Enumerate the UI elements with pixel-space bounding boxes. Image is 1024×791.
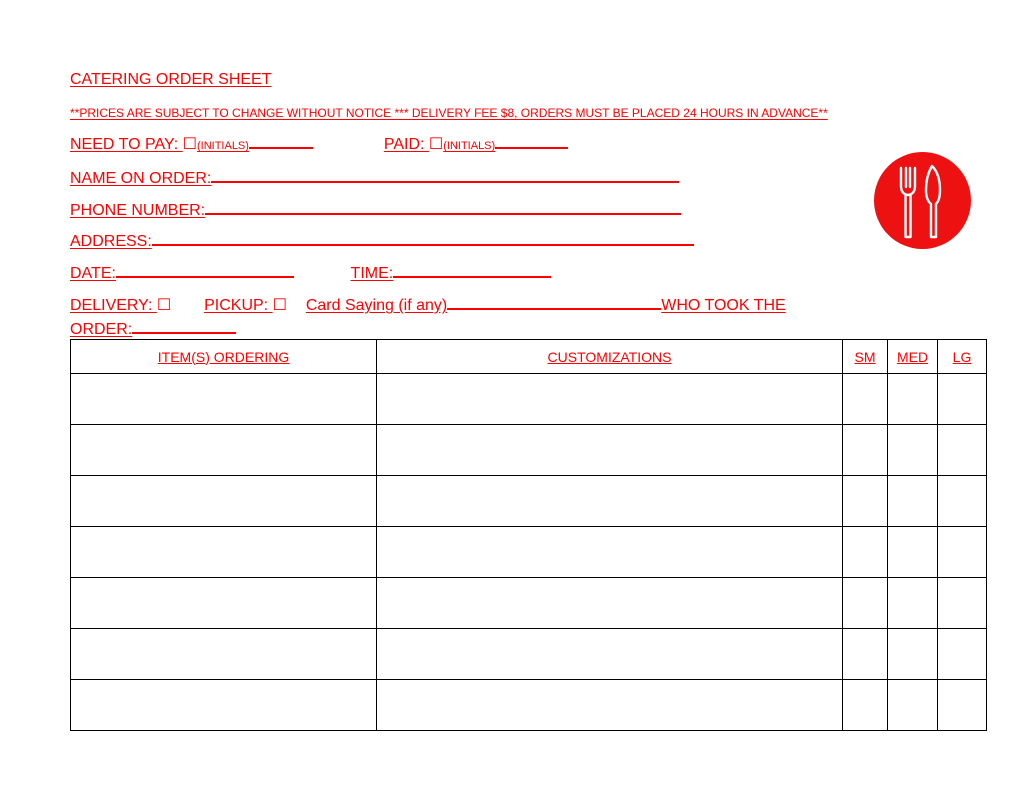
customization-cell[interactable] [377, 425, 843, 476]
need-to-pay-checkbox[interactable]: ☐ [182, 136, 197, 153]
name-field[interactable] [211, 167, 679, 183]
need-to-pay-label: NEED TO PAY: [70, 136, 183, 153]
sm-cell[interactable] [843, 629, 888, 680]
address-line [70, 230, 694, 251]
table-row [71, 374, 987, 425]
customization-cell[interactable] [377, 527, 843, 578]
sm-cell[interactable] [843, 578, 888, 629]
customization-cell[interactable] [377, 578, 843, 629]
header-lg: LG [938, 340, 987, 374]
date-field[interactable] [116, 262, 294, 278]
name-label: NAME ON ORDER: [70, 170, 212, 187]
fork-knife-icon [874, 152, 971, 249]
page-title: CATERING ORDER SHEET [70, 71, 272, 88]
item-cell[interactable] [71, 680, 377, 731]
sm-cell[interactable] [843, 476, 888, 527]
item-cell[interactable] [71, 527, 377, 578]
sm-cell[interactable] [843, 680, 888, 731]
table-row [71, 578, 987, 629]
customization-cell[interactable] [377, 476, 843, 527]
lg-cell[interactable] [938, 374, 987, 425]
paid-initials-field[interactable] [495, 133, 568, 149]
header-customizations: CUSTOMIZATIONS [377, 340, 843, 374]
date-label: DATE: [70, 265, 116, 282]
med-cell[interactable] [888, 476, 938, 527]
delivery-checkbox[interactable]: ☐ [156, 297, 172, 314]
med-cell[interactable] [888, 578, 938, 629]
pickup-checkbox[interactable]: ☐ [272, 297, 287, 314]
lg-cell[interactable] [938, 629, 987, 680]
lg-cell[interactable] [938, 680, 987, 731]
price-notice: **PRICES ARE SUBJECT TO CHANGE WITHOUT NOTICE *** DELIVERY FEE $8, ORDERS MUST BE PLACED 24 HOURS IN ADVANCE** [70, 106, 828, 120]
phone-line [70, 199, 681, 220]
item-cell[interactable] [71, 374, 377, 425]
table-row [71, 476, 987, 527]
item-cell[interactable] [71, 425, 377, 476]
item-cell[interactable] [71, 578, 377, 629]
who-took-label-cont: ORDER: [70, 321, 133, 338]
address-label: ADDRESS: [70, 233, 152, 250]
table-row [71, 527, 987, 578]
header-items: ITEM(S) ORDERING [71, 340, 377, 374]
order-table [70, 339, 987, 731]
customization-cell[interactable] [377, 680, 843, 731]
table-row [71, 680, 987, 731]
paid-initials-label: (INITIALS) [443, 140, 496, 152]
lg-cell[interactable] [938, 527, 987, 578]
payment-line [70, 133, 568, 154]
header-sm: SM [843, 340, 888, 374]
who-took-field[interactable] [132, 318, 236, 334]
table-row [71, 629, 987, 680]
delivery-label: DELIVERY: [70, 297, 157, 314]
card-saying-label: Card Saying (if any) [305, 297, 448, 314]
card-saying-field[interactable] [447, 294, 661, 310]
item-cell[interactable] [71, 476, 377, 527]
item-cell[interactable] [71, 629, 377, 680]
header-med: MED [888, 340, 938, 374]
customization-cell[interactable] [377, 629, 843, 680]
name-line [70, 167, 679, 188]
phone-field[interactable] [205, 199, 681, 215]
lg-cell[interactable] [938, 578, 987, 629]
lg-cell[interactable] [938, 425, 987, 476]
time-label: TIME: [350, 265, 394, 282]
med-cell[interactable] [888, 527, 938, 578]
sm-cell[interactable] [843, 527, 888, 578]
table-header-row [71, 340, 987, 374]
customization-cell[interactable] [377, 374, 843, 425]
date-time-line [70, 262, 551, 283]
pickup-label: PICKUP: [204, 297, 273, 314]
need-to-pay-initials-label: (INITIALS) [196, 140, 249, 152]
who-took-label: WHO TOOK THE [661, 297, 786, 314]
delivery-line [70, 294, 786, 315]
med-cell[interactable] [888, 680, 938, 731]
med-cell[interactable] [888, 374, 938, 425]
table-row [71, 425, 987, 476]
address-field[interactable] [152, 230, 694, 246]
phone-label: PHONE NUMBER: [70, 202, 206, 219]
med-cell[interactable] [888, 425, 938, 476]
paid-label: PAID: [383, 136, 429, 153]
time-field[interactable] [393, 262, 551, 278]
sm-cell[interactable] [843, 374, 888, 425]
restaurant-logo [874, 152, 971, 249]
need-to-pay-initials-field[interactable] [249, 133, 313, 149]
lg-cell[interactable] [938, 476, 987, 527]
paid-checkbox[interactable]: ☐ [428, 136, 444, 153]
med-cell[interactable] [888, 629, 938, 680]
sm-cell[interactable] [843, 425, 888, 476]
who-took-line [70, 318, 236, 339]
